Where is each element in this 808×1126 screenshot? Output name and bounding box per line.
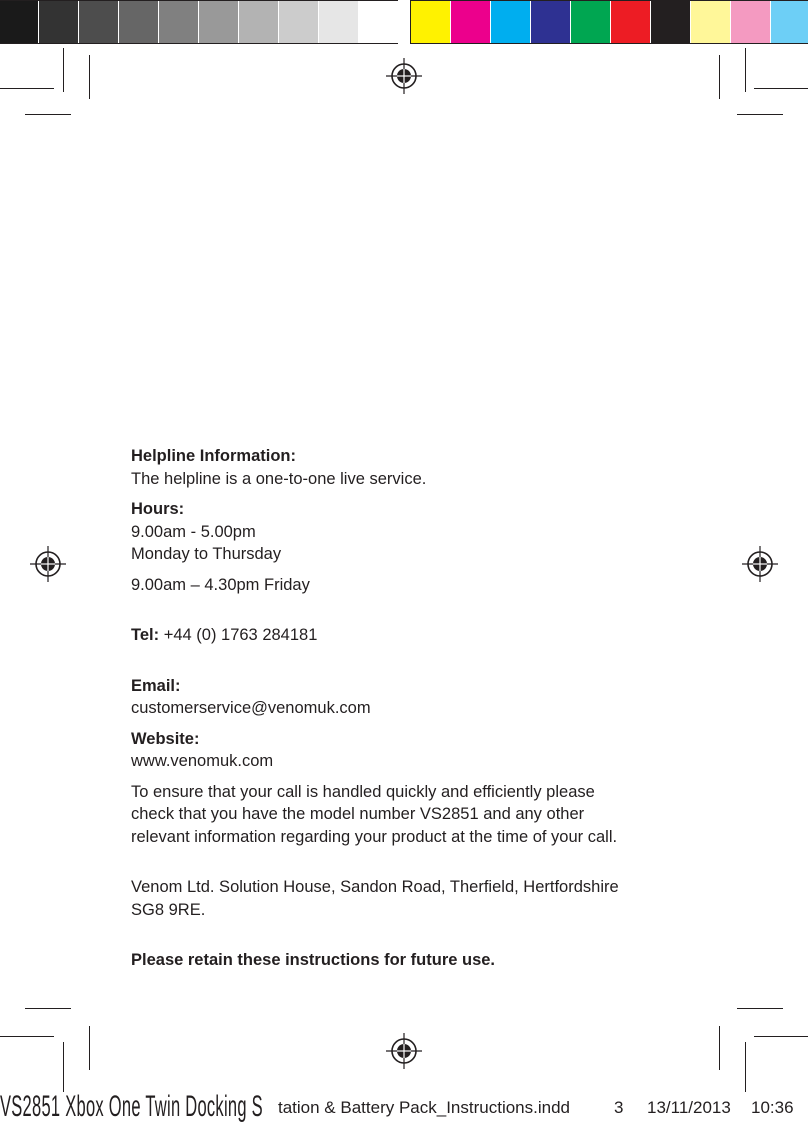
retain-notice: Please retain these instructions for future use.: [131, 951, 496, 969]
helpline-content: [131, 445, 691, 972]
gray-swatch: [119, 1, 158, 43]
gray-swatch: [199, 1, 238, 43]
email-heading: Email:: [131, 676, 181, 695]
gray-swatch: [359, 1, 398, 43]
crop-mark: [63, 48, 64, 92]
hours-line-1: 9.00am - 5.00pm: [131, 522, 256, 541]
crop-mark: [737, 1008, 783, 1009]
helpline-heading: Helpline Information:: [131, 447, 296, 465]
address-line-1: Venom Ltd. Solution House, Sandon Road, Therfield, Hertfordshire: [131, 878, 619, 896]
gray-swatch: [79, 1, 118, 43]
slug-time: 10:36: [751, 1098, 794, 1117]
color-swatch: [611, 1, 650, 43]
registration-mark-icon: [30, 546, 66, 582]
crop-mark: [0, 1036, 54, 1037]
email-value: customerservice@venomuk.com: [131, 699, 371, 717]
registration-mark-icon: [386, 1033, 422, 1069]
color-swatch: [411, 1, 450, 43]
gray-ramp-bar: [0, 0, 398, 44]
color-swatch: [651, 1, 690, 43]
hours-line-2: Monday to Thursday: [131, 545, 282, 563]
website-heading: Website:: [131, 729, 200, 748]
color-swatch: [571, 1, 610, 43]
notice-line-2: check that you have the model number VS2851 and any other: [131, 805, 585, 823]
slug-date: 13/11/2013: [647, 1098, 731, 1117]
tel-line: [131, 624, 691, 647]
crop-mark: [25, 1008, 71, 1009]
gray-swatch: [39, 1, 78, 43]
process-color-bar: [410, 0, 808, 44]
gray-swatch: [279, 1, 318, 43]
hours-heading: Hours:: [131, 500, 185, 518]
crop-mark: [745, 48, 746, 92]
color-swatch: [771, 1, 808, 43]
crop-mark: [754, 1036, 808, 1037]
crop-mark: [719, 55, 720, 99]
notice-line-1: To ensure that your call is handled quickly and efficiently please: [131, 782, 595, 801]
notice-line-3: relevant information regarding your product at the time of your call.: [131, 827, 618, 846]
color-swatch: [491, 1, 530, 43]
crop-mark: [737, 114, 783, 115]
color-swatch: [691, 1, 730, 43]
crop-mark: [0, 88, 54, 89]
address-line-2: SG8 9RE.: [131, 900, 206, 919]
registration-mark-icon: [386, 58, 422, 94]
slug-file-prefix: VS2851 Xbox One Twin Docking S: [0, 1090, 263, 1123]
gray-swatch: [319, 1, 358, 43]
gray-swatch: [239, 1, 278, 43]
gray-swatch: [159, 1, 198, 43]
hours-line-3: 9.00am – 4.30pm Friday: [131, 575, 310, 594]
color-swatch: [531, 1, 570, 43]
crop-mark: [719, 1026, 720, 1070]
crop-mark: [89, 1026, 90, 1070]
crop-mark: [25, 114, 71, 115]
gray-swatch: [0, 1, 38, 43]
tel-label: Tel:: [131, 626, 160, 644]
slug-file-suffix: tation & Battery Pack_Instructions.indd: [278, 1098, 570, 1117]
registration-mark-icon: [742, 546, 778, 582]
color-swatch: [731, 1, 770, 43]
crop-mark: [745, 1042, 746, 1092]
crop-mark: [63, 1042, 64, 1092]
website-value: www.venomuk.com: [131, 752, 274, 770]
helpline-description: The helpline is a one-to-one live service.: [131, 469, 427, 488]
slug-page: 3: [614, 1098, 624, 1117]
crop-mark: [754, 88, 808, 89]
tel-value: +44 (0) 1763 284181: [159, 626, 318, 644]
crop-mark: [89, 55, 90, 99]
color-swatch: [451, 1, 490, 43]
